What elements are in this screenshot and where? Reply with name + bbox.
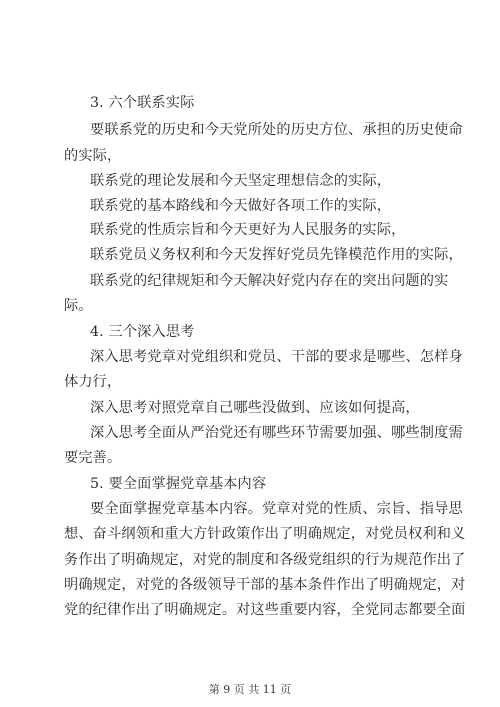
paragraph-line: 深入思考全面从严治党还有哪些环节需要加强、哪些制度需 <box>90 425 463 441</box>
paragraph-line: 联系党的性质宗旨和今天更好为人民服务的实际， <box>90 222 406 238</box>
paragraph-line: 联系党员义务权利和今天发挥好党员先锋模范作用的实际， <box>90 247 463 263</box>
heading-six-connections: 3. 六个联系实际 <box>90 95 195 111</box>
paragraph-line: 际。 <box>64 298 93 314</box>
heading-master-charter: 5. 要全面掌握党章基本内容 <box>90 476 267 492</box>
heading-three-deep-thoughts: 4. 三个深入思考 <box>90 324 195 340</box>
paragraph-line: 明确规定，对党的各级领导干部的基本条件作出了明确规定，对 <box>64 577 466 593</box>
paragraph-line: 想、奋斗纲领和重大方针政策作出了明确规定，对党员权利和义 <box>64 526 466 542</box>
paragraph-line: 要联系党的历史和今天党所处的历史方位、承担的历史使命 <box>90 122 463 138</box>
paragraph-line: 联系党的基本路线和今天做好各项工作的实际， <box>90 198 392 214</box>
paragraph-line: 联系党的纪律规矩和今天解决好党内存在的突出问题的实 <box>90 273 449 289</box>
paragraph-line: 务作出了明确规定，对党的制度和各级党组织的行为规范作出了 <box>64 552 466 568</box>
paragraph-line: 体力行， <box>64 374 122 390</box>
paragraph-line: 深入思考党章对党组织和党员、干部的要求是哪些、怎样身 <box>90 349 463 365</box>
paragraph-line: 联系党的理论发展和今天坚定理想信念的实际， <box>90 173 392 189</box>
paragraph-line: 党的纪律作出了明确规定。对这些重要内容，全党同志都要全面 <box>64 602 466 618</box>
page-number-footer: 第 9 页 共 11 页 <box>208 683 292 696</box>
paragraph-line: 的实际， <box>64 148 122 164</box>
paragraph-line: 要全面掌握党章基本内容。党章对党的性质、宗旨、指导思 <box>90 501 463 517</box>
paragraph-line: 深入思考对照党章自己哪些没做到、应该如何提高， <box>90 400 420 416</box>
paragraph-line: 要完善。 <box>64 450 122 466</box>
